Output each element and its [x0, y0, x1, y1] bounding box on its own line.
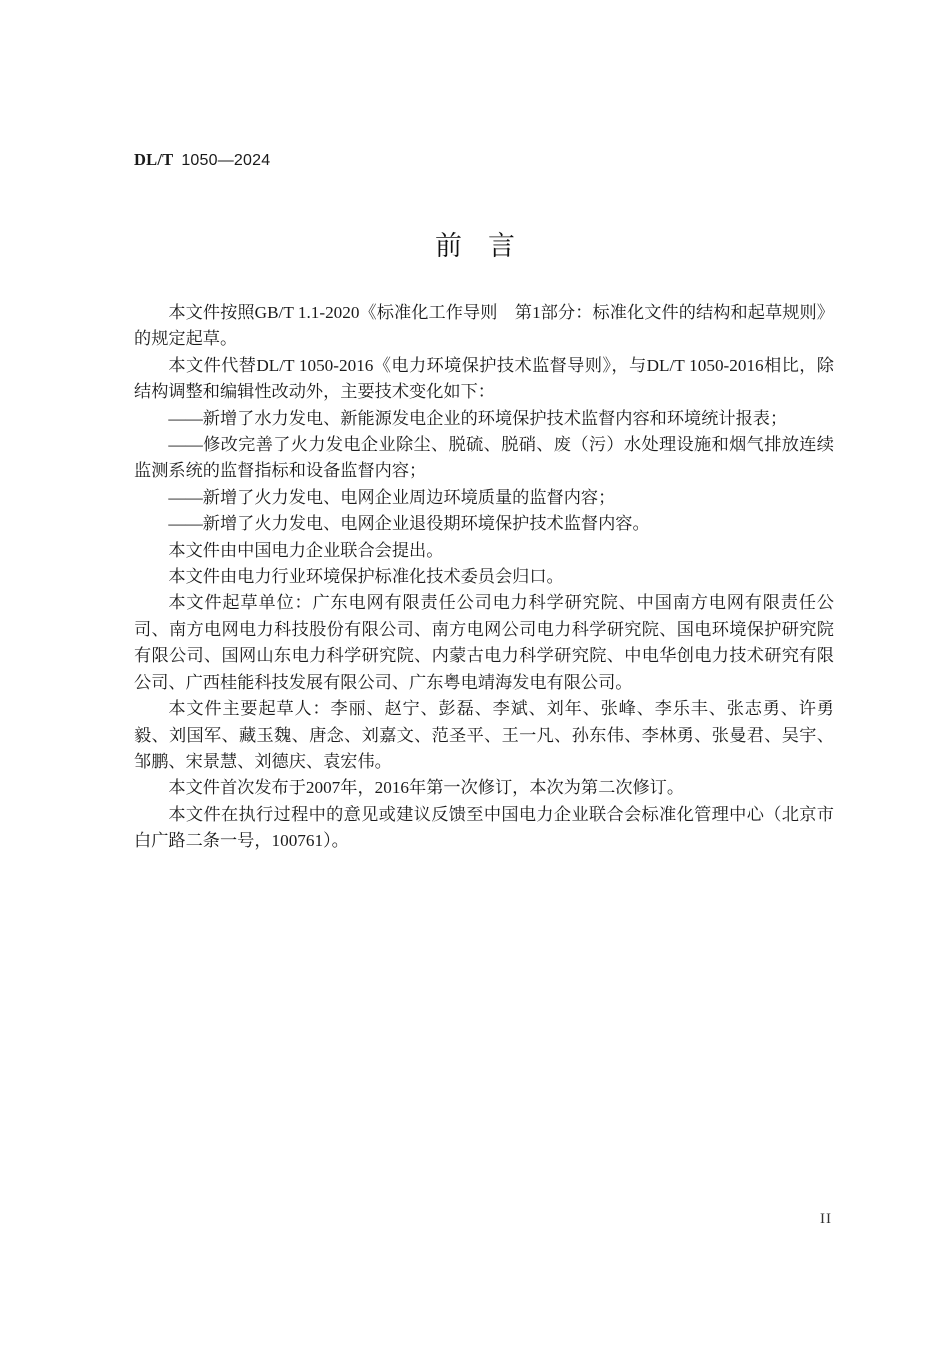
p-change-3: ——新增了火力发电、电网企业周边环境质量的监督内容； — [168, 487, 616, 507]
p-drafting-orgs: 本文件起草单位：广东电网有限责任公司电力科学研究院、中国南方电网有限责任公司、南方电网电力科技股份有限公司、南方电网公司电力科学研究院、国电环境保护研究院有限公司、国网山东电力科学研究院、内蒙古电力科学研究院、中电华创电力技术研究有限公司、广西桂能科技发展有限公司、广东粤电靖海发电有限公司。 — [134, 593, 834, 692]
p-main-drafters: 本文件主要起草人：李丽、赵宁、彭磊、李斌、刘年、张峰、李乐丰、张志勇、许勇毅、刘国军、藏玉魏、唐念、刘嘉文、范圣平、王一凡、孙东伟、李林勇、张曼君、吴宇、邹鹏、宋景慧、刘德庆、袁宏伟。 — [134, 699, 834, 771]
standard-number: 1050—2024 — [181, 152, 271, 169]
p-proposed-by: 本文件由中国电力企业联合会提出。 — [168, 540, 444, 560]
p-change-2: ——修改完善了火力发电企业除尘、脱硫、脱硝、废（污）水处理设施和烟气排放连续监测系统的监督指标和设备监督内容； — [134, 435, 834, 481]
p-replaces: 本文件代替DL/T 1050-2016《电力环境保护技术监督导则》，与DL/T 1050-2016相比，除结构调整和编辑性改动外，主要技术变化如下： — [134, 355, 834, 402]
foreword-body — [134, 300, 834, 855]
p-publication-history: 本文件首次发布于2007年，2016年第一次修订，本次为第二次修订。 — [168, 778, 685, 798]
p-administered-by: 本文件由电力行业环境保护标准化技术委员会归口。 — [168, 567, 564, 587]
page-number: II — [820, 1211, 832, 1227]
p-change-4: ——新增了火力发电、电网企业退役期环境保护技术监督内容。 — [168, 514, 650, 534]
running-header — [134, 150, 270, 170]
p-scope-rules: 本文件按照GB/T 1.1-2020《标准化工作导则 第1部分：标准化文件的结构和起草规则》的规定起草。 — [134, 303, 834, 349]
p-feedback: 本文件在执行过程中的意见或建议反馈至中国电力企业联合会标准化管理中心（北京市白广路二条一号，100761）。 — [134, 804, 834, 851]
page-title: 前言 — [435, 231, 541, 262]
p-change-1: ——新增了水力发电、新能源发电企业的环境保护技术监督内容和环境统计报表； — [168, 408, 788, 428]
standard-prefix: DL/T — [134, 150, 174, 169]
